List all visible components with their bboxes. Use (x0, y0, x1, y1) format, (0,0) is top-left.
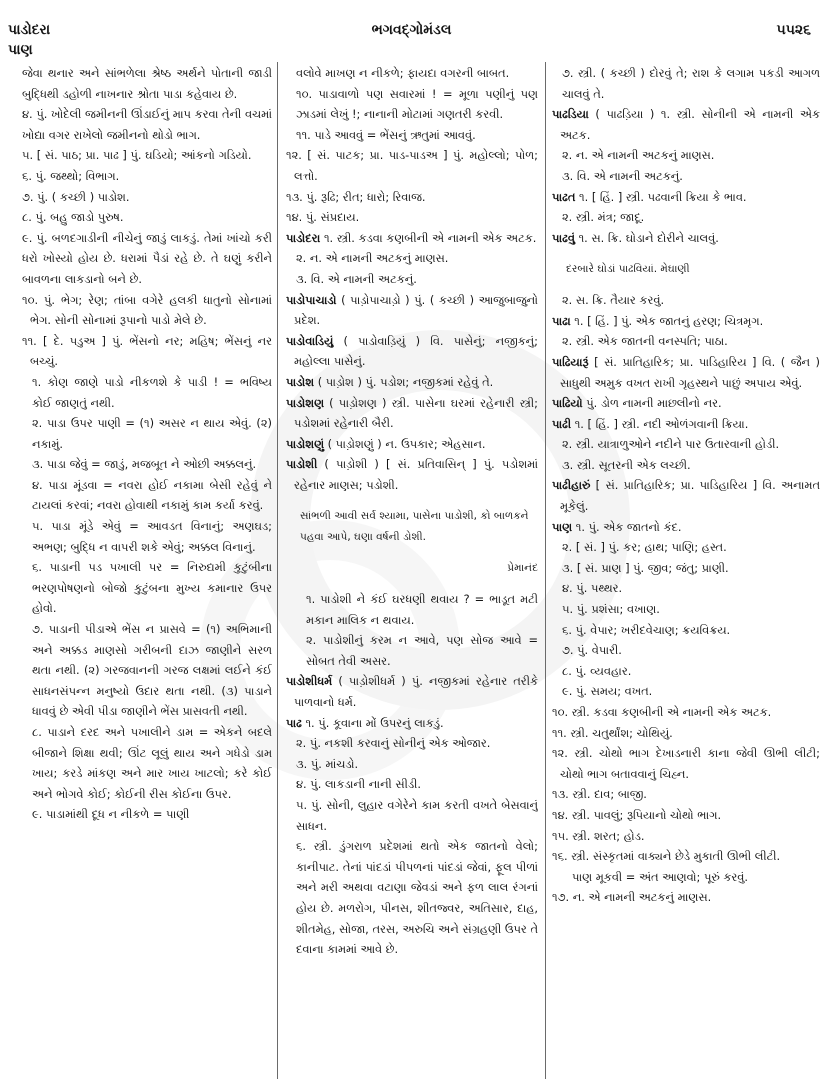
definition-text: ૪. પું. પથ્થર. (562, 581, 623, 596)
entry-sense (286, 145, 538, 186)
definition-text: ૨. ન. એ નામની અટકનું માણસ. (296, 251, 449, 266)
dictionary-entry (552, 517, 820, 538)
definition-text: ૭. પું. ( કચ્છી ) પાડોશ. (22, 189, 130, 204)
headword: પાડોદરા (286, 230, 321, 245)
dictionary-entry (552, 104, 820, 145)
dictionary-entry (286, 713, 538, 734)
column-2 (286, 63, 538, 1083)
definition-text: ( પાડ઼ોશણ ) સ્ત્રી. પાસેના ઘરમાં રહેનારી સ્ત્રી; પડોશમાં રહેનારી બૈરી. (294, 395, 538, 431)
definition-text: [ સં. પ્રાતિહારિક; પ્રા. પાડિહારિય ] વિ. ( જૈન ) સાધુથી અમુક વખત રાખી ગૃહસ્થને પાછું અપાય એવું. (560, 354, 820, 390)
column-1 (22, 63, 272, 1083)
definition-text: ૨. સ. ક્રિ. તૈયાર કરવું. (562, 293, 665, 308)
entry-sense (552, 640, 820, 661)
definition-text: ( પાડ઼ોશીધર્મ ) પું. નજીકમાં રહેનાર તરીકે પાળવાનો ધર્મ. (294, 674, 538, 709)
entry-sense (286, 187, 538, 208)
dictionary-entry (552, 414, 820, 435)
entry-sense (286, 207, 538, 228)
headword: પાઢી (552, 416, 572, 431)
dictionary-entry (286, 393, 538, 434)
entry-sense (552, 290, 820, 311)
definition-text: ૩. વિ. એ નામની અટકનું. (296, 271, 417, 286)
entry-sense (552, 826, 820, 847)
column-divider (277, 62, 278, 1079)
definition-text: પ્રેમાનંદ (507, 561, 538, 574)
definition-text: ૧૩. સ્ત્રી. દાવ; બાજી. (552, 787, 647, 802)
dictionary-entry (286, 671, 538, 712)
entry-sense (552, 743, 820, 784)
definition-text: ૧૦. સ્ત્રી. કડવા કણબીની એ નામની એક અટક. (552, 705, 772, 719)
definition-text: ( પાડોવાડ઼િયું ) વિ. પાસેનું; નજીકનું; મહોલ્લા પાસેનું. (294, 333, 538, 369)
definition-text: ૧૪. સ્ત્રી. પાવલું; રૂપિયાનો ચોથો ભાગ. (552, 807, 722, 822)
page-header (8, 22, 815, 58)
headword: પાઢા (552, 313, 571, 328)
dictionary-entry (552, 393, 820, 414)
entry-sense (552, 620, 820, 641)
definition-text: ૪. પું. ખોદેલી જમીનની ઊંડાઈનું માપ કરવા તેની વચમાં ખોદ્યા વગર રાખેલો જમીનનો થોડો ભાગ. (22, 107, 272, 142)
headword: પાઢ (286, 715, 302, 730)
dictionary-entry (286, 290, 538, 331)
definition-text: દરબારે ઘોડાં પાઢવિયાં. મેઘાણી (566, 262, 690, 275)
entry-sense (552, 867, 820, 888)
entry-sense (552, 723, 820, 744)
definition-text: ૧. સ્ત્રી. કડવા કણબીની એ નામની એક અટક. (320, 230, 537, 245)
definition-text: ૩. પાડા જેવું = જાડું, મજબૂત ને ઓછી અક્કલનું. (32, 457, 257, 472)
definition-text: ૭. પું. વેપારી. (562, 643, 622, 658)
headword: પાડોશણું (286, 436, 324, 451)
headword: પાઢત (552, 189, 576, 204)
definition-text: ૯. પું. બળદગાડીની નીચેનું જાડું લાકડું. તેમાં ખાંચો કરી ધરો ખોસ્યો હોય છે. ધરામાં પૈડાં રહે છે. તે ઘણું કરીને બાવળના લાકડાનો બને છે. (22, 230, 272, 286)
dictionary-entry (552, 187, 820, 208)
definition-text: ૧૦. પું. ભેગ; રેણ; તાંબા વગેરે હલકી ધાતુનો સોનામાં ભેગ. સોની સોનામાં રૂપાનો પાડો મેલે છે. (22, 292, 272, 328)
definition-text: ૮. પું. વ્યવહાર. (562, 663, 632, 678)
definition-text: ૧૧. પાડે આવવું = ભેંસનું ઋતુમાં આવવું. (296, 127, 476, 142)
definition-text: ૩. [ સં. પ્રાણ ] પું. જીવ; જંતુ; પ્રાણી. (562, 560, 729, 575)
entry-sense (286, 795, 538, 836)
entry-sense (22, 207, 272, 228)
definition-text: સાંભળી આવી સર્વ શ્યામા, પાસેના પાડોશી, કો બાળકને પહવા આપે, ઘણા વર્ષની ડોશી. (300, 510, 529, 543)
entry-sense (552, 805, 820, 826)
definition-text: ૨. સ્ત્રી. એક જાતની વનસ્પતિ; પાઠા. (562, 334, 728, 349)
entry-sense (22, 187, 272, 208)
entry-sense (286, 84, 538, 125)
entry-sense (286, 836, 538, 960)
definition-text: ૨. સ્ત્રી. મંત્ર; જાદૂ. (562, 210, 645, 225)
headword: પાણ (552, 519, 573, 534)
entry-sense (286, 558, 538, 579)
dictionary-entry (286, 372, 538, 393)
definition-text: ૫. પું. પ્રશંસા; વખાણ. (562, 602, 660, 617)
dictionary-entry (552, 228, 820, 249)
definition-text: ૨. પાડા ઉપર પાણી = (૧) અસર ન થાય એવું. (૨) નકામું. (32, 416, 272, 451)
entry-sense (22, 166, 272, 187)
definition-text: ૪. પું. લાકડાની નાની સીડી. (296, 777, 422, 792)
entry-sense (22, 331, 272, 372)
headword: પાડોશી (286, 457, 318, 472)
entry-sense (286, 754, 538, 775)
entry-sense (552, 784, 820, 805)
entry-sense (552, 455, 820, 476)
entry-sense (552, 578, 820, 599)
definition-text: ૧૨. [ સં. પાટક; પ્રા. પાડ-પાડઅ ] પું. મહોલ્લો; પોળ; લત્તો. (286, 148, 538, 183)
entry-sense (22, 722, 272, 804)
definition-text: ૭. પાડાની પીડાએ ભેંસ ન પ્રાસવે = (૧) અભિમાની અને અક્કડ માણસો ગરીબની દાઝ જાણીને સરળ થતા નથી. (૨) ગરજવાનની ગરજ લક્ષમાં લઈને કંઈ સાધનસંપન્ન મનુષ્યો ઉદાર થતા નથી. (૩) પાડાને ધાવવું છે એવી પીડા જાણીને ભેંસ પ્રાસવતી નથી. (32, 622, 272, 719)
column-3 (552, 63, 820, 1083)
definition-text: ૬. પાડાની પડ પખાલી પર = નિરુદ્યમી કુટુંબીના ભરણપોષણનો બોજો કુટુંબના મુખ્ય કમાનાર ઉપર હોવો. (32, 560, 272, 616)
definition-text: ૫. [ સં. પાઠ; પ્રા. પાઢ ] પું. ઘડિયો; આંકનો ગડિયો. (22, 148, 252, 163)
definition-text: ( પાઢડ઼િયા ) ૧. સ્ત્રી. સોનીની એ નામની એક અટક. (560, 107, 820, 142)
entry-sense (552, 537, 820, 558)
entry-sense (22, 454, 272, 475)
definition-text: ૬. પું. વેપાર; ખરીદવેચાણ; ક્રયવિક્રય. (562, 622, 731, 637)
entry-sense (22, 413, 272, 454)
definition-text: ૧૭. ન. એ નામની અટકનું માણસ. (552, 890, 712, 905)
headword: પાઢિયો (552, 396, 583, 411)
entry-sense (552, 145, 820, 166)
definition-text: ૧૧. સ્ત્રી. ચતુર્થાંશ; ચોથિયું. (552, 725, 673, 740)
definition-text: ૧. [ હિં. ] સ્ત્રી. પઢવાની ક્રિયા કે ભાવ. (575, 189, 747, 204)
definition-text: ૯. પું. સમય; વખત. (562, 684, 653, 699)
definition-text: ૮. પું. બહુ જાડો પુરુષ. (22, 210, 124, 225)
entry-sense (22, 804, 272, 825)
definition-text: ૫. પું. સોની, લુહાર વગેરેને કામ કરતી વખતે બેસવાનું સાધન. (296, 797, 538, 833)
definition-text: ૬. પું. જથ્થો; વિભાગ. (22, 168, 120, 183)
definition-text: ૧. પાડોશી ને કંઈ ઘરધણી થવાય ? = ભાડૂત મટી મકાન માલિક ન થવાય. (306, 592, 538, 627)
headword: પાઢડિયા (552, 107, 589, 122)
entry-sense (22, 228, 272, 290)
definition-text: વલોવે માખણ ન નીકળે; ફાયદા વગરની બાબત. (296, 66, 510, 80)
definition-text: ૭. સ્ત્રી. ( કચ્છી ) દોરવું તે; રાશ કે લગામ પકડી આગળ ચાલવું તે. (562, 66, 820, 101)
definition-text: ( પાડ઼ોપાચાડ઼ો ) પું. ( કચ્છી ) આજુબાજુનો પ્રદેશ. (294, 292, 538, 328)
entry-sense (552, 681, 820, 702)
entry-sense (22, 104, 272, 145)
entry-sense (286, 125, 538, 146)
entry-sense (286, 506, 538, 547)
definition-text: ૧. [ હિં. ] સ્ત્રી. નદી ઓળંગવાની ક્રિયા. (571, 416, 749, 431)
definition-text: ૧૩. પું. રૂઢિ; રીત; ધારો; રિવાજ. (286, 189, 426, 204)
definition-text: ૬. સ્ત્રી. ડુંગરાળ પ્રદેશમાં થતો એક જાતનો વેલો; કાનીપાટ. તેનાં પાંદડાં પીપળનાં પાંદડાં જેવાં, ફૂલ પીળાં અને મરી અથવા વટાણા જેવડાં અને ફળ લાલ રંગનાં હોય છે. મળરોગ, પીનસ, શીતજ્વર, અતિસાર, દાહ, શીતમેહ, સોજા, તરસ, અરુચિ અને સંગ્રહણી ઉપર તે દવાના કામમાં આવે છે. (296, 839, 538, 957)
definition-text: ૧૫. સ્ત્રી. શરત; હોડ. (552, 828, 645, 843)
entry-sense (552, 63, 820, 104)
definition-text: ૧. પું. એક જાતનો કંદ. (572, 519, 682, 534)
entry-sense (552, 702, 820, 723)
definition-text: ૫. પાડા મૂંડે એવું = આવડત વિનાનું; અણઘડ; અભણ; બુદ્ધિ ન વાપરી શકે એવું; અક્કલ વિનાનું. (32, 519, 272, 554)
definition-text: ૯. પાડામાંથી દૂધ ન નીકળે = પાણી (32, 807, 190, 822)
entry-sense (22, 290, 272, 331)
dictionary-entry (286, 228, 538, 249)
entry-sense (286, 248, 538, 269)
entry-sense (22, 475, 272, 516)
headword: પાઢીહારું (552, 478, 591, 493)
definition-text: ૨. પું. નકશી કરવાનું સોનીનું એક ઓજાર. (296, 736, 491, 751)
entry-sense (552, 887, 820, 908)
entry-sense (286, 589, 538, 630)
guide-word-first: પાડોદરા (8, 22, 51, 38)
definition-text: ૨. સ્ત્રી. યાત્રાળુઓને નદીને પાર ઉતારવાની હોડી. (562, 437, 780, 452)
definition-text: ૧. કોણ જાણે પાડો નીકળશે કે પાડી ! = ભવિષ્ય કોઈ જાણતું નથી. (32, 374, 272, 410)
definition-text: પાણ મૂકવી = અંત આણવો; પૂરું કરવું. (572, 869, 748, 884)
dictionary-entry (552, 311, 820, 332)
headword: પાડોશણ (286, 395, 324, 410)
definition-text: [ સં. પ્રાતિહારિક; પ્રા. પાડિહારિય ] વિ. અનામત મૂકેલું. (560, 478, 820, 514)
definition-text: ૩. વિ. એ નામની અટકનું. (562, 168, 683, 183)
definition-text: ૪. પાડા મૂંડવા = નવરા હોઈ નકામા બેસી રહેવું ને ટાયલાં કરવાં; નવરા હોવાથી નકામું કામ કર્યા કરવું. (32, 477, 272, 513)
dictionary-entry (552, 475, 820, 516)
definition-text: ૧૪. પું. સંપ્રદાય. (286, 210, 360, 225)
definition-text: ( પાડ઼ોશ ) પું. પડોશ; નજીકમાં રહેવું તે. (314, 374, 494, 389)
entry-sense (22, 619, 272, 722)
headword: પાડોપાચાડો (286, 292, 337, 307)
definition-text: ( પાડ઼ોશણું ) ન. ઉપકાર; એહસાન. (324, 436, 486, 451)
definition-text: ( પાડ઼ોશી ) [ સં. પ્રતિવાસિન્ ] પું. પડોશમાં રહેનાર માણસ; પડોશી. (294, 457, 538, 492)
entry-sense (552, 661, 820, 682)
dictionary-entry (286, 454, 538, 495)
entry-sense (22, 63, 272, 104)
entry-sense (552, 259, 820, 280)
headword: પાઢિયારૂં (552, 354, 589, 369)
definition-text: ૧. સ. ક્રિ. ઘોડાને દોરીને ચાલવું. (574, 230, 719, 245)
definition-text: ૧૨. સ્ત્રી. ચોથો ભાગ દેખાડનારી કાના જેવી ઊભી લીટી; ચોથો ભાગ બતાવવાનું ચિહ્ન. (552, 746, 820, 781)
column-divider (545, 62, 546, 1079)
dictionary-entry (286, 434, 538, 455)
entry-sense (286, 630, 538, 671)
entry-sense (22, 372, 272, 413)
headword: પાડોવાડિયું (286, 333, 334, 348)
headword: પાઢવું (552, 230, 575, 245)
definition-text: ૩. પું. માંચડો. (296, 756, 359, 771)
entry-sense (552, 846, 820, 867)
definition-text: ૧. પું. કૂવાના મોં ઉપરનું લાકડું. (301, 715, 444, 730)
dictionary-entry (286, 331, 538, 372)
definition-text: ૨. [ સં. ] પું. કર; હાથ; પાણિ; હસ્ત. (562, 540, 727, 555)
page-number: ૫૫૨૬ (776, 22, 811, 38)
entry-sense (286, 269, 538, 290)
entry-sense (552, 331, 820, 352)
definition-text: ૨. પાડોશીનું કરમ ન આવે, પણ સોજ આવે = સોબત તેવી અસર. (306, 633, 538, 668)
definition-text: ૧૧. [ દે. પડુઅ ] પું. ભેંસનો નર; મહિષ; ભેંસનું નર બચ્ચું. (22, 333, 272, 369)
entry-sense (22, 516, 272, 557)
definition-text: ૩. સ્ત્રી. સૂતરની એક લચ્છી. (562, 457, 691, 472)
entry-sense (552, 434, 820, 455)
entry-sense (552, 558, 820, 579)
definition-text: ૧૬. સ્ત્રી. સંસ્કૃતમાં વાક્યને છેડે મુકાતી ઊભી લીટી. (552, 849, 781, 864)
definition-text: ૧૦. પાડાવાળો પણ સવારમાં ! = મૂળા પણીનું પણ ઝાડમાં લેખું !; નાનાની મોટામાં ગણતરી કરવી. (296, 86, 538, 122)
entry-sense (22, 557, 272, 619)
entry-sense (552, 166, 820, 187)
entry-sense (22, 145, 272, 166)
entry-sense (286, 63, 538, 84)
entry-sense (286, 733, 538, 754)
dictionary-entry (552, 352, 820, 393)
definition-text: ૮. પાડાને દરદ અને પખાલીને ડામ = એકને બદલે બીજાને શિક્ષા થવી; ઊંટ લૂલું થાય અને ગધેડો ડામ ખાય; કરડે માંકણ અને માર ખાય ખાટલો; કરે કોઈ અને ભોગવે કોઈ; કોઈની રીસ કોઈના ઉપર. (32, 725, 272, 801)
headword: પાડોશ (286, 374, 315, 389)
book-title: ભગવદ્ગોમંડલ (371, 22, 452, 38)
entry-sense (552, 207, 820, 228)
entry-sense (552, 599, 820, 620)
headword: પાડોશીધર્મ (286, 674, 333, 689)
definition-text: ૧. [ હિં. ] પું. એક જાતનું હરણ; ચિત્રમૃગ. (570, 313, 764, 328)
guide-word-last: પાણ (8, 42, 33, 58)
definition-text: જેવા થનાર અને સાંભળેલા શ્રેષ્ઠ અર્થને પોતાની જાડી બુદ્ધિથી ડહોળી નાખનાર શ્રોતા પાડા કહેવાય છે. (22, 66, 272, 101)
definition-text: ૨. ન. એ નામની અટકનું માણસ. (562, 148, 715, 163)
entry-sense (286, 774, 538, 795)
definition-text: પું. ડોળ નામની માછલીનો નર. (582, 396, 722, 411)
